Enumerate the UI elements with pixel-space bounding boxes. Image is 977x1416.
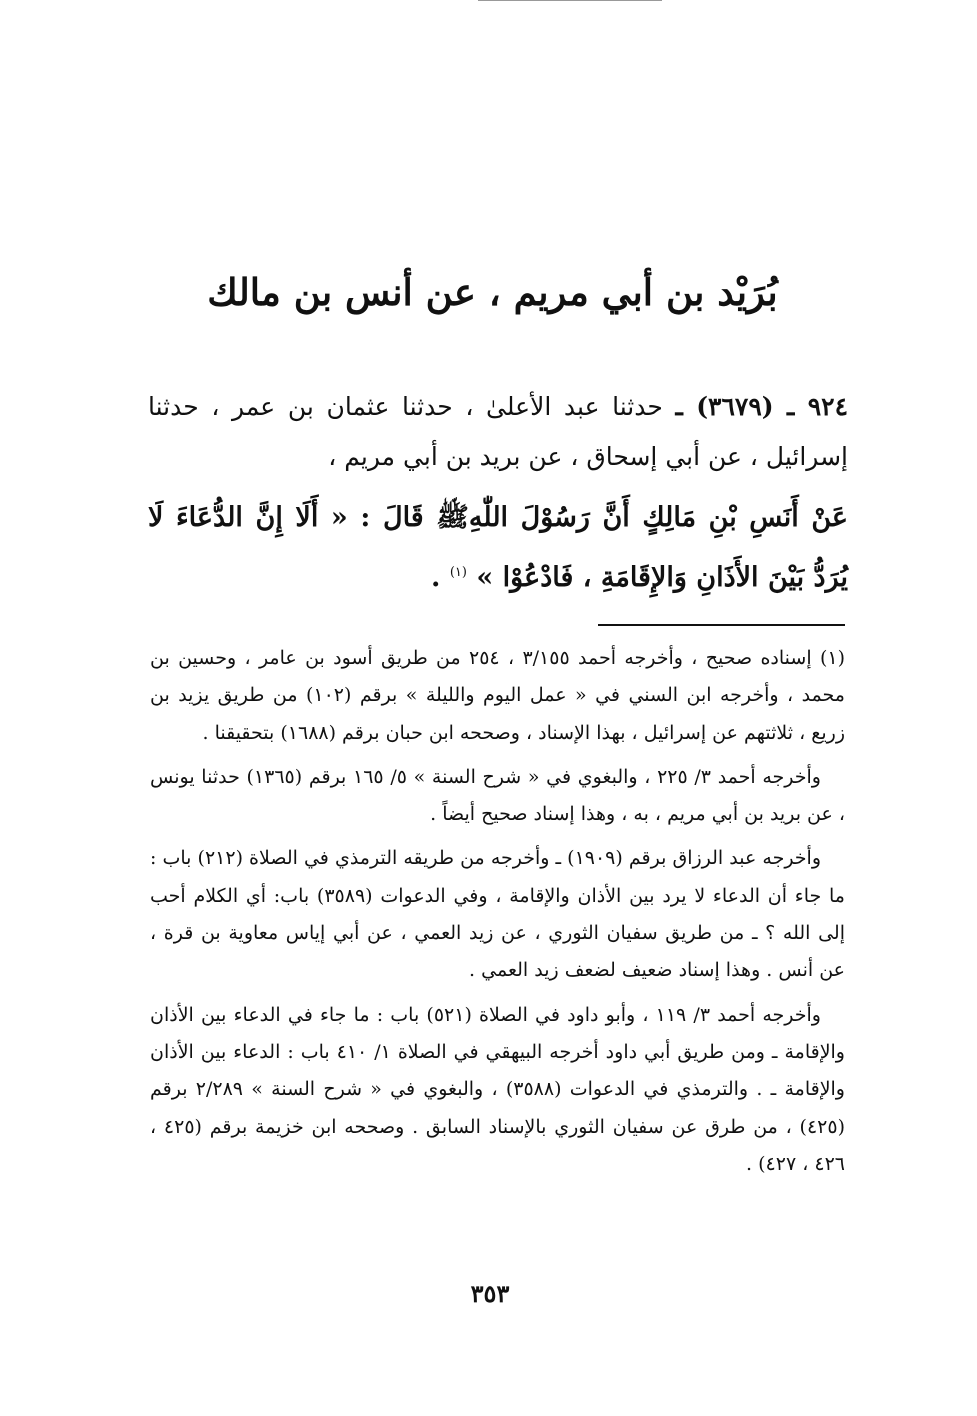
page-number: ٣٥٣ xyxy=(470,1279,510,1308)
hadith-block xyxy=(148,382,848,605)
footnote-paragraph: (١) إسناده صحيح ، وأخرجه أحمد ٣/١٥٥ ، ٢٥٤ من طريق أسود بن عامر ، وحسين بن محمد ، وأخرجه ابن السني في « عمل اليوم والليلة » برقم (١٠٢) من طريق يزيد بن زريع ، ثلاثتهم عن إسرائيل ، بهذا الإسناد ، وصححه ابن حبان برقم (١٦٨٨) بتحقيقنا . xyxy=(150,647,845,744)
footnotes xyxy=(150,640,845,1190)
hadith-matn: عَنْ أَنَسِ بْنِ مَالِكٍ أَنَّ رَسُوْلَ اللّٰهِﷺ قَالَ : « أَلَا إِنَّ الدُّعَاءَ لَا يُرَدُّ بَيْنَ الأَذَانِ وَالإِقَامَةِ ، فَادْعُوْا » xyxy=(148,502,848,593)
hadith-end: . xyxy=(431,562,450,593)
hadith-number: ٩٢٤ ـ (٣٦٧٩) ـ xyxy=(675,392,849,421)
footnote-paragraph: وأخرجه أحمد ٣/ ٢٢٥ ، والبغوي في « شرح السنة » ٥/ ١٦٥ برقم (١٣٦٥) حدثنا يونس ، عن بريد بن أبي مريم ، به ، وهذا إسناد صحيح أيضاً . xyxy=(150,765,845,826)
top-rule xyxy=(478,0,662,1)
footnote-separator xyxy=(598,624,845,626)
hadith-isnad: حدثنا عبد الأعلىٰ ، حدثنا عثمان بن عمر ، حدثنا إسرائيل ، عن أبي إسحاق ، عن بريد بن أبي مريم ، xyxy=(148,392,848,471)
footnote-paragraph: وأخرجه أحمد ٣/ ١١٩ ، وأبو داود في الصلاة (٥٢١) باب : ما جاء في الدعاء بين الأذان والإقامة ـ ومن طريق أبي داود أخرجه البيهقي في الصلاة ١/ ٤١٠ باب : الدعاء بين الأذان والإقامة ـ . والترمذي في الدعوات (٣٥٨٨) ، والبغوي في « شرح السنة » ٢/٢٨٩ برقم (٤٢٥) ، من طرق عن سفيان الثوري بالإسناد السابق . وصححه ابن خزيمة برقم (٤٢٥ ، ٤٢٦ ، ٤٢٧) . xyxy=(150,1003,845,1175)
footnote-marker: (١) xyxy=(449,565,467,580)
chapter-title: بُرَيْد بن أبي مريم ، عن أنس بن مالك xyxy=(207,270,778,314)
footnote-paragraph: وأخرجه عبد الرزاق برقم (١٩٠٩) ـ وأخرجه من طريقه الترمذي في الصلاة (٢١٢) باب : ما جاء أن الدعاء لا يرد بين الأذان والإقامة ، وفي الدعوات (٣٥٨٩) باب: أي الكلام أحب إلى الله ؟ ـ من طريق سفيان الثوري ، عن زيد العمي ، عن أبي إياس معاوية بن قرة ، عن أنس . وهذا إسناد ضعيف لضعف زيد العمي . xyxy=(150,847,845,982)
hadith-matn-line xyxy=(148,490,848,605)
